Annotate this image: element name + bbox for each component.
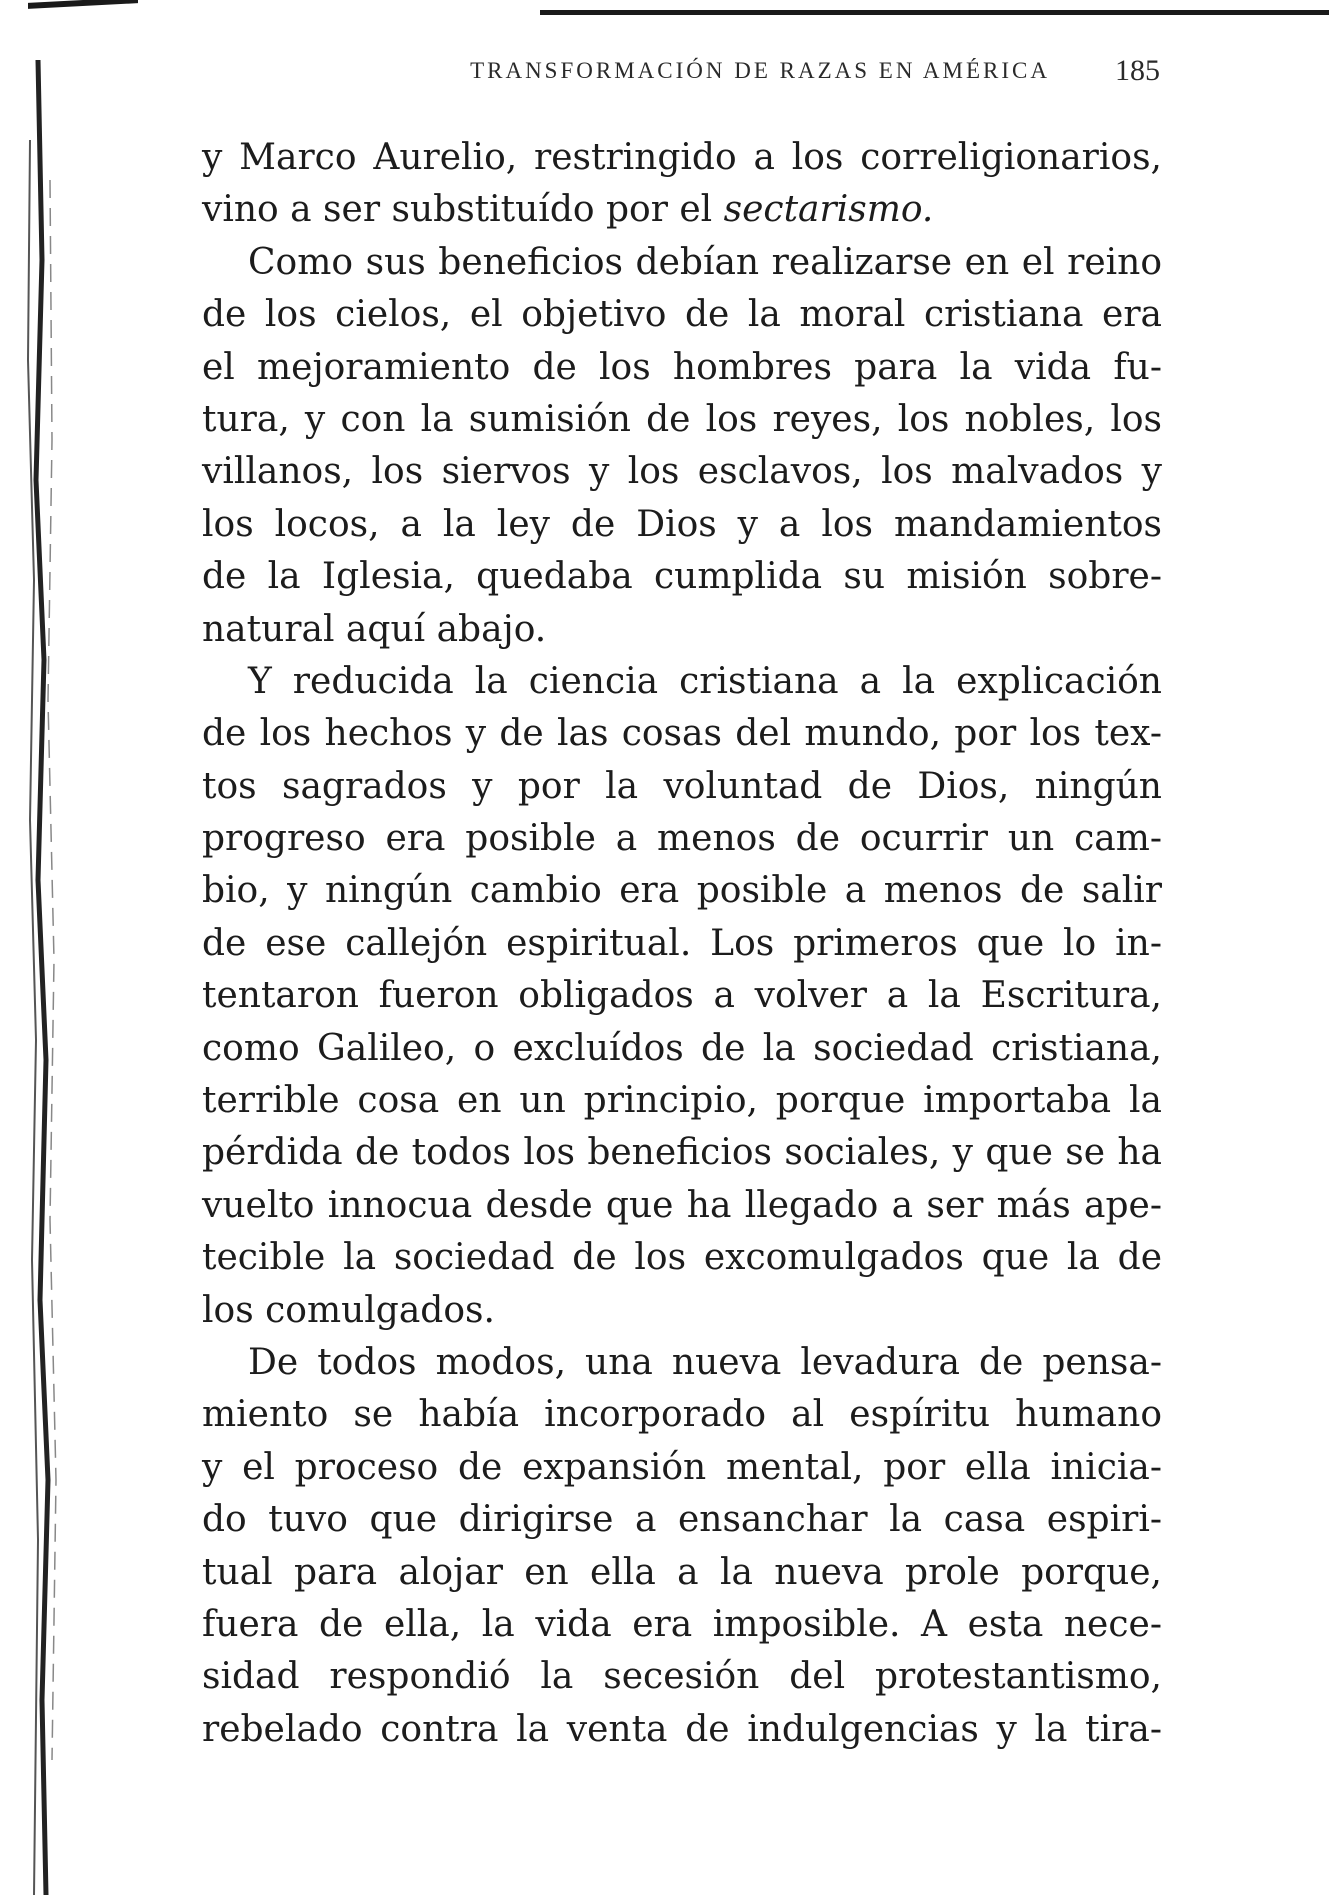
text-line: tura, y con la sumisión de los reyes, los nobles, los <box>202 398 1162 440</box>
running-head: TRANSFORMACIÓN DE RAZAS EN AMÉRICA <box>470 58 1050 83</box>
text-line: de ese callejón espiritual. Los primeros que lo in- <box>202 922 1162 964</box>
page-number: 185 <box>1115 54 1160 87</box>
text-line: progreso era posible a menos de ocurrir un cam- <box>202 818 1162 860</box>
text-line: de la Iglesia, quedaba cumplida su misión sobre- <box>202 556 1162 598</box>
text-line: de los cielos, el objetivo de la moral cristiana era <box>202 294 1162 336</box>
text-line: Como sus beneficios debían realizarse en el reino <box>248 241 1162 283</box>
text-line: los comulgados. <box>202 1289 495 1331</box>
text-line <box>202 184 1162 236</box>
text-line: bio, y ningún cambio era posible a menos de salir <box>202 870 1162 912</box>
top-rule <box>540 10 1329 15</box>
text-line: terrible cosa en un principio, porque importaba la <box>202 1080 1162 1122</box>
page-header <box>330 54 1160 94</box>
text-line: y Marco Aurelio, restringido a los correligionarios, <box>202 137 1162 178</box>
binding-edge-shadow <box>0 60 70 1895</box>
text-line: los locos, a la ley de Dios y a los mandamientos <box>202 503 1162 545</box>
text-line: tos sagrados y por la voluntad de Dios, ningún <box>202 765 1162 807</box>
scan-corner-mark <box>28 0 138 9</box>
text-body <box>202 132 1162 1756</box>
text-line: el mejoramiento de los hombres para la vida fu- <box>202 346 1162 388</box>
text-line: De todos modos, una nueva levadura de pensa- <box>248 1341 1162 1383</box>
text-line: tentaron fueron obligados a volver a la Escritura, <box>202 975 1162 1017</box>
text-span: vino a ser substituído por el <box>202 189 724 231</box>
text-line: de los hechos y de las cosas del mundo, por los tex- <box>202 713 1162 755</box>
text-line: tecible la sociedad de los excomulgados que la de <box>202 1237 1162 1279</box>
italic-term: sectarismo. <box>723 189 934 231</box>
text-line: como Galileo, o excluídos de la sociedad cristiana, <box>202 1027 1162 1069</box>
text-line: Y reducida la ciencia cristiana a la explicación <box>248 660 1162 702</box>
text-line: y el proceso de expansión mental, por ella inicia- <box>202 1446 1162 1488</box>
text-line: rebelado contra la venta de indulgencias y la tira- <box>202 1708 1162 1750</box>
text-line: sidad respondió la secesión del protestantismo, <box>202 1656 1162 1698</box>
text-line: miento se había incorporado al espíritu humano <box>202 1394 1162 1436</box>
text-line: fuera de ella, la vida era imposible. A esta nece- <box>202 1603 1162 1645</box>
text-line: villanos, los siervos y los esclavos, los malvados y <box>202 451 1162 493</box>
text-line: tual para alojar en ella a la nueva prole porque, <box>202 1551 1162 1593</box>
text-line: pérdida de todos los beneficios sociales, y que se ha <box>202 1132 1162 1174</box>
text-line: natural aquí abajo. <box>202 608 547 650</box>
text-line: vuelto innocua desde que ha llegado a ser más ape- <box>202 1184 1162 1226</box>
text-line: do tuvo que dirigirse a ensanchar la casa espiri- <box>202 1499 1162 1541</box>
